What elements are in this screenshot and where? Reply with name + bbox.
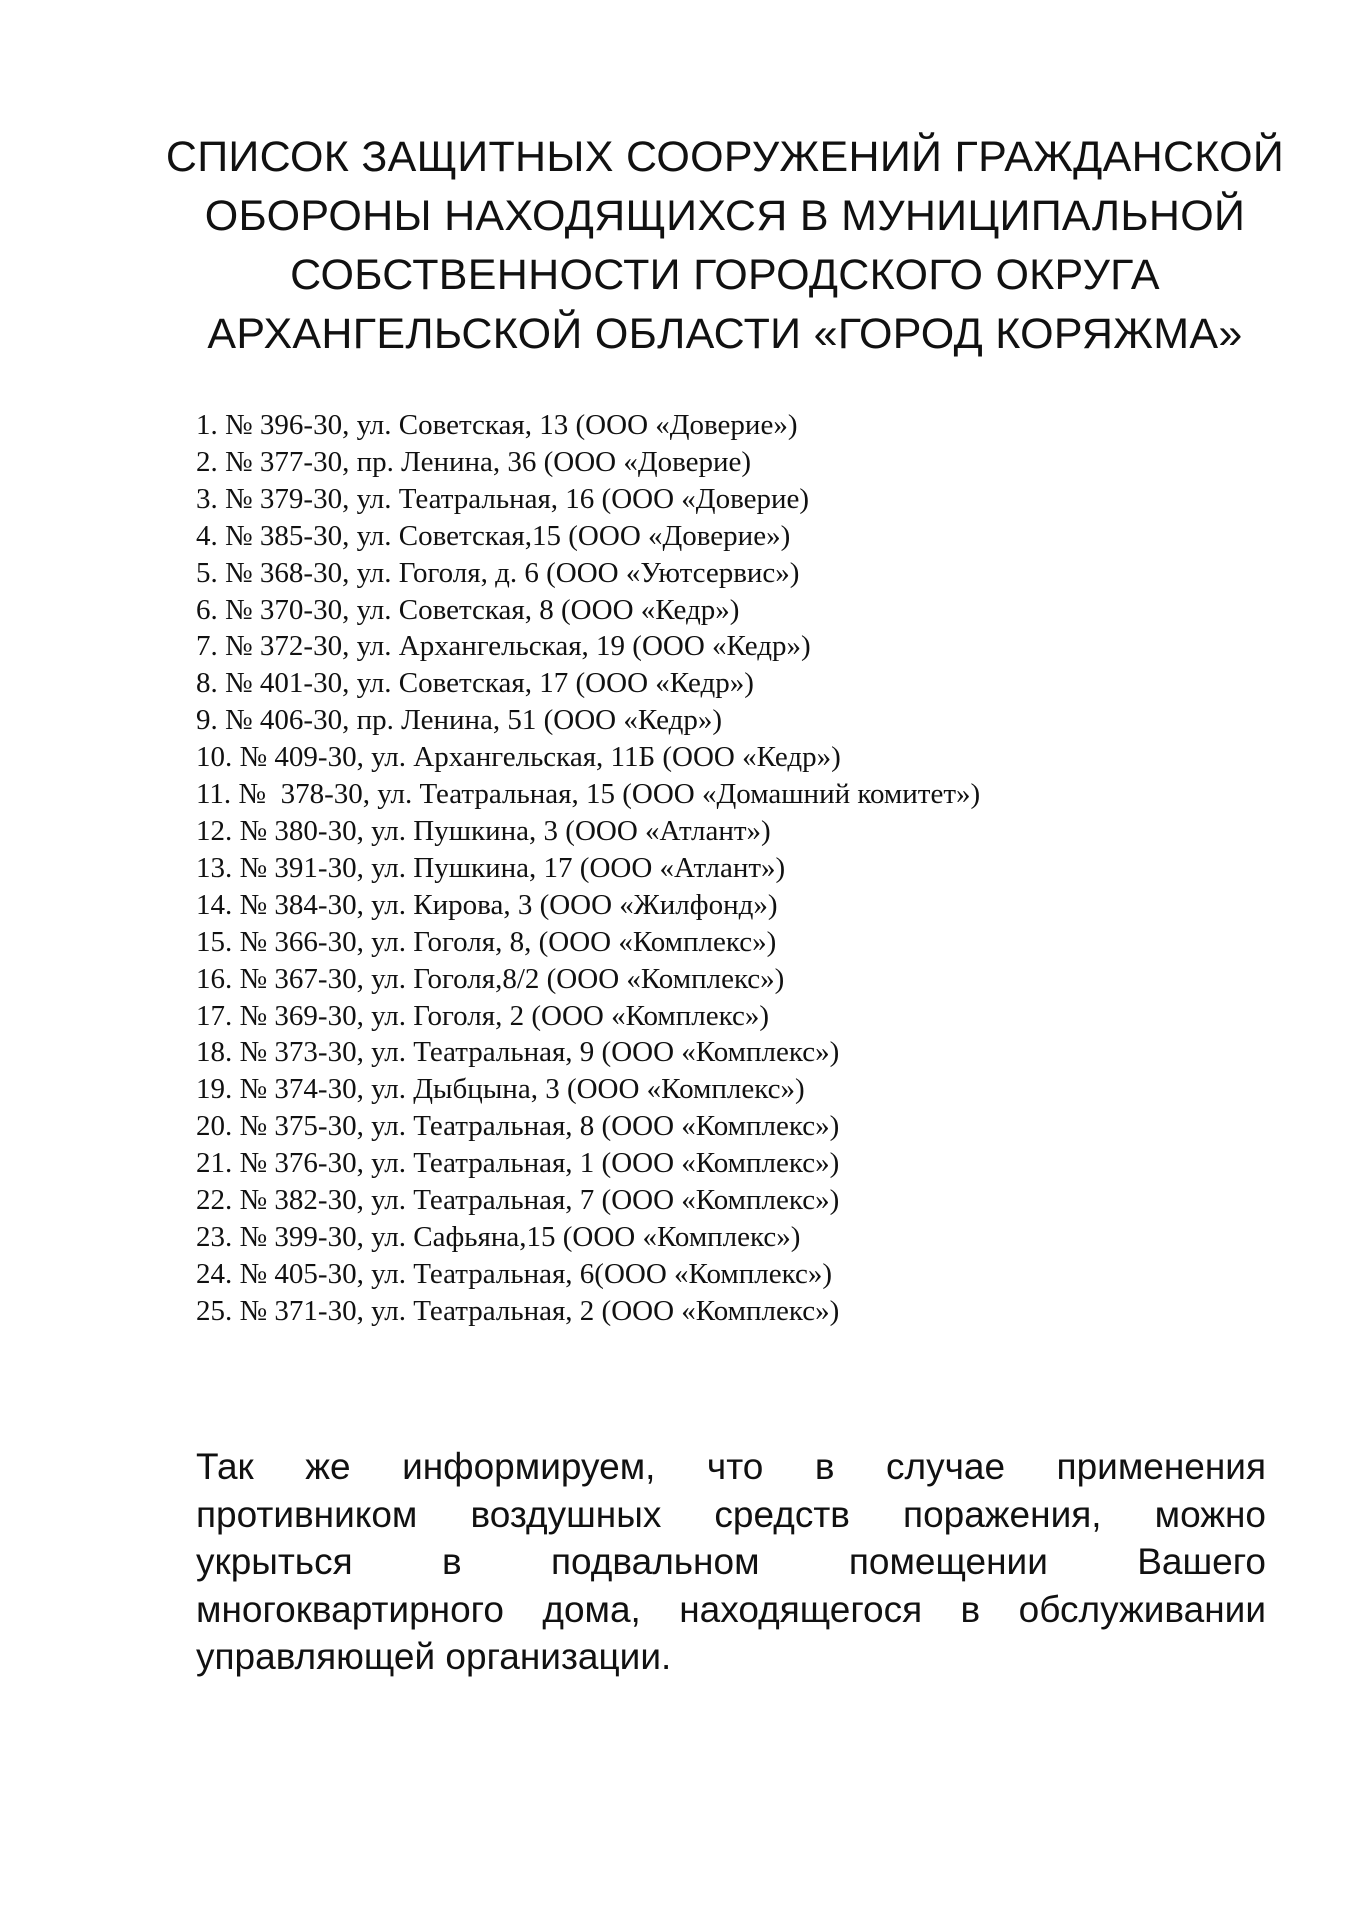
info-line: многоквартирного дома, находящегося в обслуживании [196, 1588, 1266, 1630]
list-item: 7. № 372-30, ул. Архангельская, 19 (ООО «Кедр») [196, 630, 811, 663]
list-item: 8. № 401-30, ул. Советская, 17 (ООО «Кедр») [196, 667, 754, 700]
list-item: 24. № 405-30, ул. Театральная, 6(ООО «Комплекс») [196, 1257, 833, 1290]
list-item: 14. № 384-30, ул. Кирова, 3 (ООО «Жилфонд») [196, 888, 778, 921]
title-line: АРХАНГЕЛЬСКОЙ ОБЛАСТИ «ГОРОД КОРЯЖМА» [207, 310, 1243, 358]
list-item: 20. № 375-30, ул. Театральная, 8 (ООО «Комплекс») [196, 1110, 840, 1143]
list-item: 10. № 409-30, ул. Архангельская, 11Б (ООО «Кедр») [196, 741, 841, 774]
title-line: СПИСОК ЗАЩИТНЫХ СООРУЖЕНИЙ ГРАЖДАНСКОЙ [165, 133, 1285, 181]
list-item: 22. № 382-30, ул. Театральная, 7 (ООО «Комплекс») [196, 1184, 840, 1217]
info-line: противником воздушных средств поражения, можно [196, 1493, 1266, 1535]
list-item: 16. № 367-30, ул. Гоголя,8/2 (ООО «Комплекс») [196, 962, 785, 995]
info-line: укрыться в подвальном помещении Вашего [196, 1541, 1266, 1582]
list-item: 1. № 396-30, ул. Советская, 13 (ООО «Доверие») [196, 409, 798, 441]
list-item: 11. № 378-30, ул. Театральная, 15 (ООО «Домашний комитет») [196, 778, 981, 811]
list-item: 6. № 370-30, ул. Советская, 8 (ООО «Кедр») [196, 593, 740, 626]
list-item: 12. № 380-30, ул. Пушкина, 3 (ООО «Атлант») [196, 814, 771, 847]
list-item: 18. № 373-30, ул. Театральная, 9 (ООО «Комплекс») [196, 1036, 840, 1069]
shelter-list [196, 407, 980, 1330]
document-title [160, 128, 1290, 364]
list-item: 3. № 379-30, ул. Театральная, 16 (ООО «Доверие) [196, 482, 810, 515]
info-line: Так же информируем, что в случае применения [196, 1446, 1266, 1487]
list-item: 15. № 366-30, ул. Гоголя, 8, (ООО «Комплекс») [196, 925, 777, 958]
info-line: управляющей организации. [196, 1636, 672, 1677]
list-item: 25. № 371-30, ул. Театральная, 2 (ООО «Комплекс») [196, 1294, 840, 1327]
list-item: 9. № 406-30, пр. Ленина, 51 (ООО «Кедр») [196, 704, 722, 737]
list-item: 23. № 399-30, ул. Сафьяна,15 (ООО «Комплекс») [196, 1220, 801, 1253]
list-item: 2. № 377-30, пр. Ленина, 36 (ООО «Доверие) [196, 445, 752, 478]
title-line: ОБОРОНЫ НАХОДЯЩИХСЯ В МУНИЦИПАЛЬНОЙ [204, 192, 1246, 240]
list-item: 21. № 376-30, ул. Театральная, 1 (ООО «Комплекс») [196, 1147, 840, 1180]
list-item: 17. № 369-30, ул. Гоголя, 2 (ООО «Комплекс») [196, 999, 770, 1032]
list-item: 4. № 385-30, ул. Советская,15 (ООО «Доверие») [196, 519, 791, 552]
title-line: СОБСТВЕННОСТИ ГОРОДСКОГО ОКРУГА [290, 251, 1160, 299]
info-paragraph [196, 1443, 1266, 1681]
list-item: 13. № 391-30, ул. Пушкина, 17 (ООО «Атлант») [196, 851, 786, 884]
list-item: 5. № 368-30, ул. Гоголя, д. 6 (ООО «Уютсервис») [196, 556, 800, 589]
list-item: 19. № 374-30, ул. Дыбцына, 3 (ООО «Комплекс») [196, 1073, 805, 1106]
